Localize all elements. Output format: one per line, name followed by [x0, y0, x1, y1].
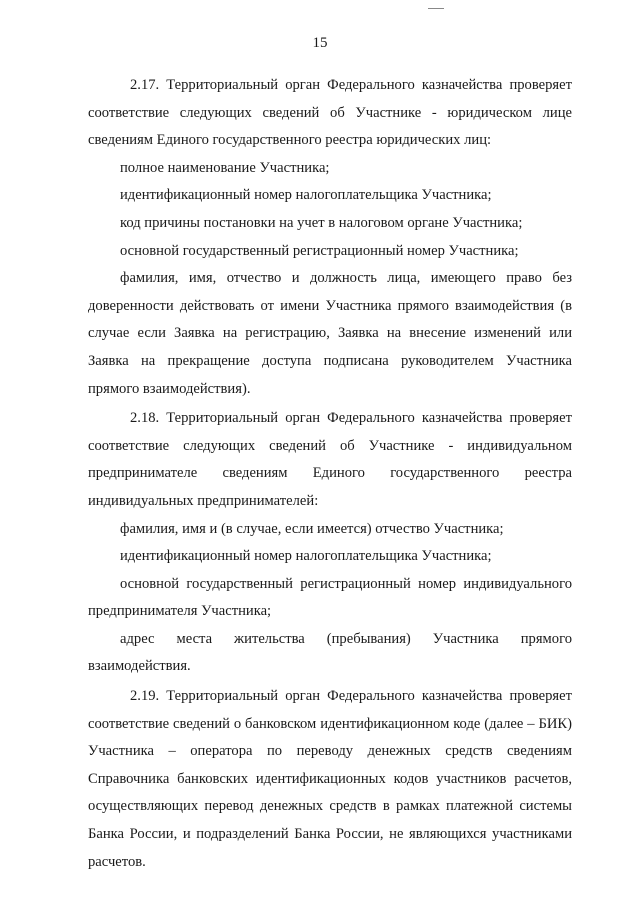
section-2-17-item-4: основной государственный регистрационный номер Участника;: [120, 242, 519, 259]
section-2-17-item-5: фамилия, имя, отчество и должность лица, имеющего право без доверенности действовать от имени Участника прямого взаимодействия (в случае если Заявка на регистрацию, Заявка на внесение изменений или Заявка на прекращение доступа подписана руководителем Участника прямого взаимодействия).: [88, 270, 572, 397]
page-number: 15: [312, 35, 328, 51]
scan-mark: [428, 8, 444, 9]
document-body: [88, 72, 572, 876]
section-2-18-item-4: адрес места жительства (пребывания) Участника прямого взаимодействия.: [88, 630, 572, 675]
section-2-18-item-1: фамилия, имя и (в случае, если имеется) отчество Участника;: [120, 520, 504, 537]
section-2-17-item-3: код причины постановки на учет в налоговом органе Участника;: [120, 214, 523, 231]
section-2-18-intro: 2.18. Территориальный орган Федерального казначейства проверяет соответствие следующих сведений об Участнике - индивидуальном предпринимателе сведениям Единого государственного реестра индивидуальных предпринимателей:: [88, 410, 572, 509]
section-2-18-item-3: основной государственный регистрационный номер индивидуального предпринимателя Участника;: [88, 575, 572, 620]
section-2-17-item-2: идентификационный номер налогоплательщика Участника;: [120, 187, 492, 204]
section-2-17-intro: 2.17. Территориальный орган Федерального казначейства проверяет соответствие следующих сведений об Участнике - юридическом лице сведениям Единого государственного реестра юридических лиц:: [88, 77, 572, 149]
section-2-18-item-2: идентификационный номер налогоплательщика Участника;: [120, 548, 492, 565]
section-2-17-item-1: полное наименование Участника;: [120, 159, 330, 176]
section-2-19-text: 2.19. Территориальный орган Федерального казначейства проверяет соответствие сведений о банковском идентификационном коде (далее – БИК) Участника – оператора по переводу денежных средств сведениям Справочника банковских идентификационных кодов участников расчетов, осуществляющих перевод денежных средств в рамках платежной системы Банка России, и подразделений Банка России, не являющихся участниками расчетов.: [88, 688, 572, 870]
